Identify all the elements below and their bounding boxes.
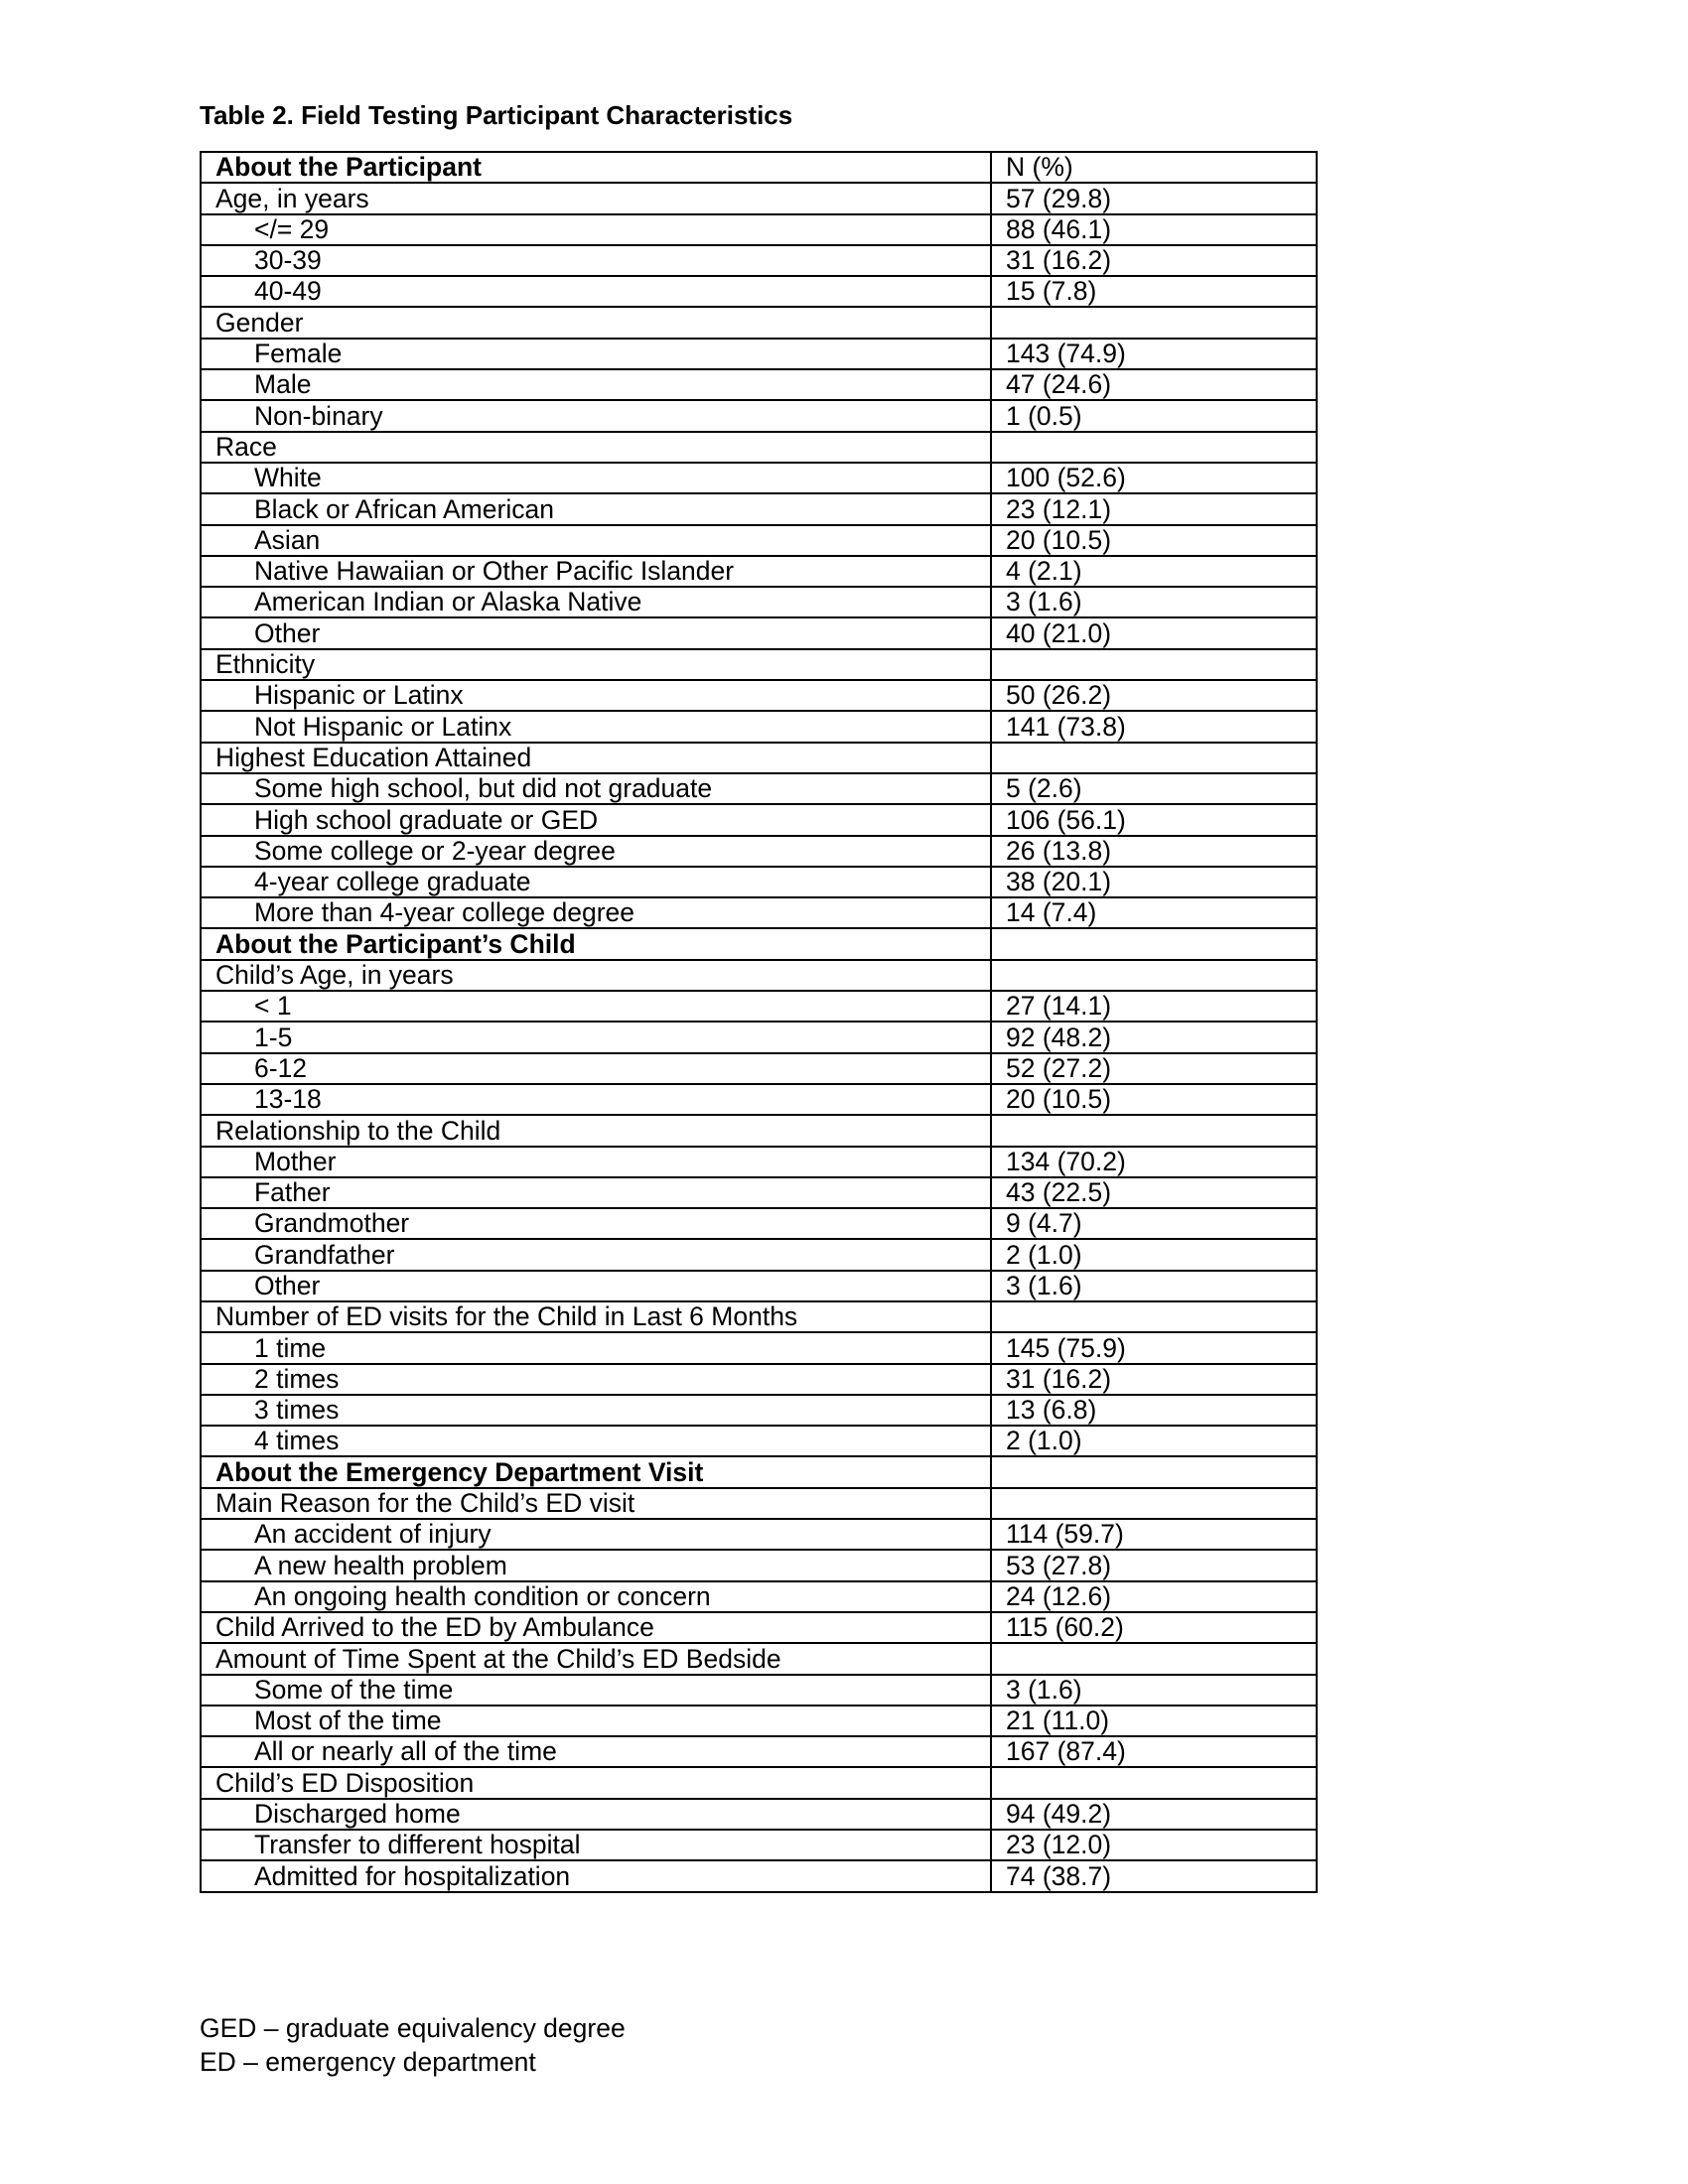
row-label: 1-5: [201, 1022, 991, 1052]
table-row: [201, 1084, 1317, 1115]
row-label: Father: [201, 1177, 991, 1208]
row-value: 53 (27.8): [991, 1550, 1317, 1580]
row-value: 134 (70.2): [991, 1147, 1317, 1177]
row-value: 20 (10.5): [991, 1084, 1317, 1115]
footnote-ged: GED – graduate equivalency degree: [200, 2013, 626, 2043]
table-row: [201, 1581, 1317, 1612]
table-row: [201, 587, 1317, 617]
row-label: 6-12: [201, 1053, 991, 1084]
row-label: Other: [201, 617, 991, 648]
row-value: [991, 307, 1317, 338]
row-value: 167 (87.4): [991, 1736, 1317, 1767]
row-value: 2 (1.0): [991, 1239, 1317, 1270]
row-label: 13-18: [201, 1084, 991, 1115]
table-row: [201, 773, 1317, 804]
row-value: 43 (22.5): [991, 1177, 1317, 1208]
table-row: [201, 1301, 1317, 1332]
table-row: [201, 493, 1317, 524]
row-value: 20 (10.5): [991, 525, 1317, 556]
row-label: Male: [201, 369, 991, 400]
row-value: 57 (29.8): [991, 183, 1317, 213]
row-value: 3 (1.6): [991, 1675, 1317, 1706]
row-value: 21 (11.0): [991, 1706, 1317, 1736]
row-label: Highest Education Attained: [201, 743, 991, 773]
row-label: An ongoing health condition or concern: [201, 1581, 991, 1612]
row-label: Mother: [201, 1147, 991, 1177]
row-value: 40 (21.0): [991, 617, 1317, 648]
table-row: [201, 928, 1317, 959]
row-label: 4-year college graduate: [201, 867, 991, 897]
row-value: 38 (20.1): [991, 867, 1317, 897]
table-row: [201, 307, 1317, 338]
row-label: White: [201, 463, 991, 493]
row-label: Transfer to different hospital: [201, 1830, 991, 1860]
table-row: [201, 1612, 1317, 1643]
table-row: [201, 1208, 1317, 1239]
table-row: [201, 339, 1317, 369]
row-value: 3 (1.6): [991, 587, 1317, 617]
table-title: Table 2. Field Testing Participant Characteristics: [200, 100, 793, 130]
row-value: [991, 960, 1317, 991]
row-value: [991, 1115, 1317, 1146]
row-value: 74 (38.7): [991, 1860, 1317, 1891]
row-label: All or nearly all of the time: [201, 1736, 991, 1767]
row-value: 141 (73.8): [991, 711, 1317, 742]
row-value: 26 (13.8): [991, 836, 1317, 867]
table-row: [201, 1519, 1317, 1550]
table-row: [201, 1799, 1317, 1830]
row-label: Grandmother: [201, 1208, 991, 1239]
row-label: Most of the time: [201, 1706, 991, 1736]
row-value: 106 (56.1): [991, 804, 1317, 835]
row-label: 4 times: [201, 1426, 991, 1456]
row-value: 4 (2.1): [991, 556, 1317, 587]
row-label: Hispanic or Latinx: [201, 680, 991, 711]
table-row: [201, 1830, 1317, 1860]
table-row: [201, 1115, 1317, 1146]
table-row: [201, 463, 1317, 493]
row-label: Ethnicity: [201, 649, 991, 680]
row-label: Native Hawaiian or Other Pacific Islander: [201, 556, 991, 587]
row-value: 24 (12.6): [991, 1581, 1317, 1612]
row-value: 31 (16.2): [991, 1364, 1317, 1395]
row-label: An accident of injury: [201, 1519, 991, 1550]
row-label: Some of the time: [201, 1675, 991, 1706]
row-value: 15 (7.8): [991, 276, 1317, 307]
row-value: 23 (12.0): [991, 1830, 1317, 1860]
row-value: 50 (26.2): [991, 680, 1317, 711]
table-row: [201, 432, 1317, 463]
table-row: [201, 556, 1317, 587]
row-label: Asian: [201, 525, 991, 556]
table-row: [201, 867, 1317, 897]
row-value: N (%): [991, 152, 1317, 183]
participant-characteristics-table: [200, 151, 1318, 1893]
row-value: 31 (16.2): [991, 245, 1317, 276]
footnotes: [200, 2011, 626, 2079]
table-row: [201, 1736, 1317, 1767]
table-row: [201, 1395, 1317, 1426]
row-value: 13 (6.8): [991, 1395, 1317, 1426]
row-label: Relationship to the Child: [201, 1115, 991, 1146]
table-row: [201, 1271, 1317, 1301]
row-label: Main Reason for the Child’s ED visit: [201, 1488, 991, 1519]
table-row: [201, 1364, 1317, 1395]
row-label: Other: [201, 1271, 991, 1301]
table-row: [201, 804, 1317, 835]
row-value: [991, 928, 1317, 959]
table-row: [201, 649, 1317, 680]
row-value: 52 (27.2): [991, 1053, 1317, 1084]
row-value: 27 (14.1): [991, 991, 1317, 1022]
row-label: Age, in years: [201, 183, 991, 213]
row-value: [991, 432, 1317, 463]
row-label: Some college or 2-year degree: [201, 836, 991, 867]
row-label: Child’s ED Disposition: [201, 1767, 991, 1798]
row-value: [991, 1301, 1317, 1332]
table-row: [201, 369, 1317, 400]
table-row: [201, 1860, 1317, 1891]
row-label: 2 times: [201, 1364, 991, 1395]
row-value: 115 (60.2): [991, 1612, 1317, 1643]
row-value: 92 (48.2): [991, 1022, 1317, 1052]
table-row: [201, 1488, 1317, 1519]
row-label: 3 times: [201, 1395, 991, 1426]
row-label: American Indian or Alaska Native: [201, 587, 991, 617]
table-row: [201, 400, 1317, 431]
row-label: About the Participant’s Child: [201, 928, 991, 959]
row-label: Female: [201, 339, 991, 369]
table-row: [201, 680, 1317, 711]
row-label: A new health problem: [201, 1550, 991, 1580]
table-row: [201, 152, 1317, 183]
row-value: 5 (2.6): [991, 773, 1317, 804]
row-label: 30-39: [201, 245, 991, 276]
table-row: [201, 617, 1317, 648]
row-value: 88 (46.1): [991, 214, 1317, 245]
row-value: [991, 743, 1317, 773]
table-row: [201, 214, 1317, 245]
table-row: [201, 183, 1317, 213]
row-value: 3 (1.6): [991, 1271, 1317, 1301]
table-body: [201, 152, 1317, 1892]
row-value: 2 (1.0): [991, 1426, 1317, 1456]
row-value: 143 (74.9): [991, 339, 1317, 369]
table-row: [201, 1239, 1317, 1270]
table-row: [201, 743, 1317, 773]
row-value: [991, 1488, 1317, 1519]
table-row: [201, 1177, 1317, 1208]
row-value: 14 (7.4): [991, 897, 1317, 928]
table-row: [201, 1332, 1317, 1363]
table-row: [201, 1767, 1317, 1798]
row-value: [991, 649, 1317, 680]
table-row: [201, 1426, 1317, 1456]
table-row: [201, 960, 1317, 991]
row-label: Amount of Time Spent at the Child’s ED Bedside: [201, 1643, 991, 1674]
row-value: [991, 1456, 1317, 1487]
row-label: Not Hispanic or Latinx: [201, 711, 991, 742]
table-row: [201, 1022, 1317, 1052]
row-value: 114 (59.7): [991, 1519, 1317, 1550]
table-row: [201, 897, 1317, 928]
row-label: < 1: [201, 991, 991, 1022]
row-label: Some high school, but did not graduate: [201, 773, 991, 804]
row-label: Race: [201, 432, 991, 463]
row-label: About the Participant: [201, 152, 991, 183]
table-row: [201, 711, 1317, 742]
table-row: [201, 1706, 1317, 1736]
table-row: [201, 1550, 1317, 1580]
table-row: [201, 991, 1317, 1022]
row-label: About the Emergency Department Visit: [201, 1456, 991, 1487]
row-label: Discharged home: [201, 1799, 991, 1830]
table-row: [201, 1053, 1317, 1084]
table-row: [201, 1643, 1317, 1674]
row-value: 100 (52.6): [991, 463, 1317, 493]
row-label: Black or African American: [201, 493, 991, 524]
footnote-ed: ED – emergency department: [200, 2047, 536, 2077]
row-label: More than 4-year college degree: [201, 897, 991, 928]
row-label: Child Arrived to the ED by Ambulance: [201, 1612, 991, 1643]
row-label: Non-binary: [201, 400, 991, 431]
table-row: [201, 1147, 1317, 1177]
table-row: [201, 276, 1317, 307]
row-label: High school graduate or GED: [201, 804, 991, 835]
row-label: Grandfather: [201, 1239, 991, 1270]
table-row: [201, 1675, 1317, 1706]
row-label: Number of ED visits for the Child in Last 6 Months: [201, 1301, 991, 1332]
row-label: Admitted for hospitalization: [201, 1860, 991, 1891]
table-row: [201, 836, 1317, 867]
row-value: [991, 1767, 1317, 1798]
row-value: 9 (4.7): [991, 1208, 1317, 1239]
row-value: 1 (0.5): [991, 400, 1317, 431]
row-value: [991, 1643, 1317, 1674]
row-label: Gender: [201, 307, 991, 338]
row-value: 145 (75.9): [991, 1332, 1317, 1363]
table-row: [201, 245, 1317, 276]
row-label: 1 time: [201, 1332, 991, 1363]
table-row: [201, 1456, 1317, 1487]
row-label: Child’s Age, in years: [201, 960, 991, 991]
row-label: </= 29: [201, 214, 991, 245]
row-label: 40-49: [201, 276, 991, 307]
row-value: 47 (24.6): [991, 369, 1317, 400]
row-value: 94 (49.2): [991, 1799, 1317, 1830]
table-row: [201, 525, 1317, 556]
row-value: 23 (12.1): [991, 493, 1317, 524]
